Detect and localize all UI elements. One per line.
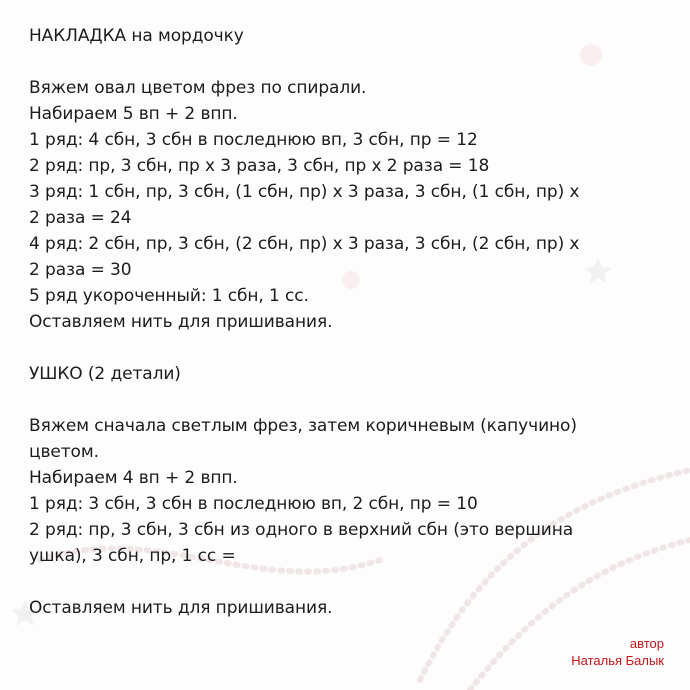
text-line: 2 раза = 24: [29, 208, 132, 228]
spacer: [29, 569, 679, 595]
spacer: [29, 335, 679, 361]
text-line: Набираем 4 вп + 2 впп.: [29, 468, 238, 488]
text-line: 1 ряд: 4 сбн, 3 сбн в последнюю вп, 3 сбн, пр = 12: [29, 130, 478, 150]
section-title-ear: УШКО (2 детали): [29, 364, 181, 384]
author-name: Наталья Балык: [571, 653, 664, 668]
text-line: 1 ряд: 3 сбн, 3 сбн в последнюю вп, 2 сбн, пр = 10: [29, 494, 478, 514]
text-line: цветом.: [29, 442, 99, 462]
text-line: 2 ряд: пр, 3 сбн, пр х 3 раза, 3 сбн, пр х 2 раза = 18: [29, 156, 490, 176]
text-line: ушка), 3 сбн, пр, 1 сс =: [29, 546, 236, 566]
text-line: 2 ряд: пр, 3 сбн, 3 сбн из одного в верхний сбн (это вершина: [29, 520, 574, 540]
recipe-text: [29, 23, 679, 621]
spacer: [29, 49, 679, 75]
text-line: Вяжем сначала светлым фрез, затем коричневым (капучино): [29, 416, 577, 436]
text-line: 4 ряд: 2 сбн, пр, 3 сбн, (2 сбн, пр) х 3 раза, 3 сбн, (2 сбн, пр) х: [29, 234, 580, 254]
text-line: 3 ряд: 1 сбн, пр, 3 сбн, (1 сбн, пр) х 3 раза, 3 сбн, (1 сбн, пр) х: [29, 182, 580, 202]
text-line: Вяжем овал цветом фрез по спирали.: [29, 78, 367, 98]
spacer: [29, 387, 679, 413]
author-signature: [571, 635, 664, 669]
text-line: Набираем 5 вп + 2 впп.: [29, 104, 238, 124]
section-title-muzzle: НАКЛАДКА на мордочку: [29, 26, 244, 46]
text-line: 5 ряд укороченный: 1 сбн, 1 сс.: [29, 286, 309, 306]
author-label: автор: [629, 636, 664, 651]
text-line: Оставляем нить для пришивания.: [29, 312, 333, 332]
text-line: 2 раза = 30: [29, 260, 132, 280]
text-line: Оставляем нить для пришивания.: [29, 598, 333, 618]
